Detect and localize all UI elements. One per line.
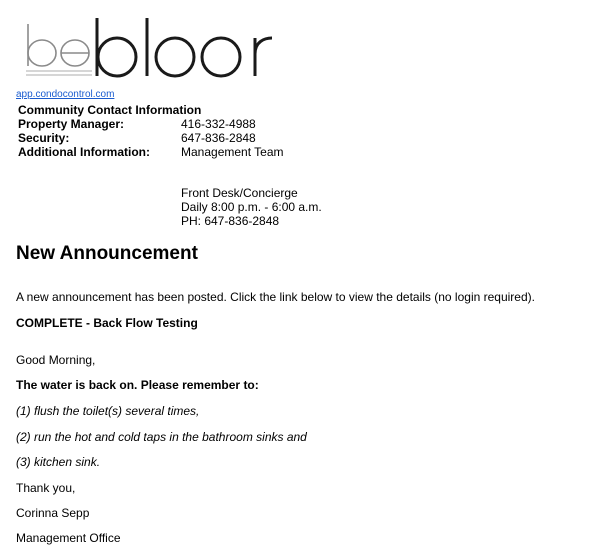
contact-row-security bbox=[18, 131, 284, 145]
contact-info-table bbox=[18, 103, 284, 159]
step-item: (1) flush the toilet(s) several times, bbox=[16, 404, 200, 418]
signer-office: Management Office bbox=[16, 531, 121, 545]
contact-label: Property Manager: bbox=[18, 117, 125, 131]
contact-row-property-manager bbox=[18, 117, 284, 131]
greeting: Good Morning, bbox=[16, 353, 96, 367]
contact-label: Security: bbox=[18, 131, 70, 145]
front-desk-phone: PH: 647-836-2848 bbox=[181, 214, 280, 228]
contact-row-additional-info bbox=[18, 145, 284, 159]
contact-label: Additional Information: bbox=[18, 145, 150, 159]
front-desk-line: Front Desk/Concierge bbox=[181, 186, 298, 200]
signer-name: Corinna Sepp bbox=[16, 506, 90, 520]
bebloor-logo-graphic bbox=[24, 14, 276, 84]
announcement-heading: New Announcement bbox=[16, 243, 198, 264]
contact-value: 416-332-4988 bbox=[181, 117, 256, 131]
step-item: (2) run the hot and cold taps in the bathroom sinks and bbox=[16, 430, 307, 444]
site-link[interactable]: app.condocontrol.com bbox=[16, 89, 115, 100]
front-desk-info bbox=[181, 186, 322, 228]
front-desk-hours: Daily 8:00 p.m. - 6:00 a.m. bbox=[181, 200, 322, 214]
contact-info-title: Community Contact Information bbox=[18, 103, 202, 117]
contact-value: Management Team bbox=[181, 145, 284, 159]
step-item: (3) kitchen sink. bbox=[16, 455, 101, 469]
closing: Thank you, bbox=[16, 481, 76, 495]
announcement-subject[interactable]: COMPLETE - Back Flow Testing bbox=[16, 316, 198, 330]
contact-value: 647-836-2848 bbox=[181, 131, 256, 145]
lead-text: The water is back on. Please remember to: bbox=[16, 378, 259, 392]
bebloor-logo bbox=[24, 14, 276, 84]
announcement-intro: A new announcement has been posted. Click the link below to view the details (no login required). bbox=[16, 290, 535, 304]
